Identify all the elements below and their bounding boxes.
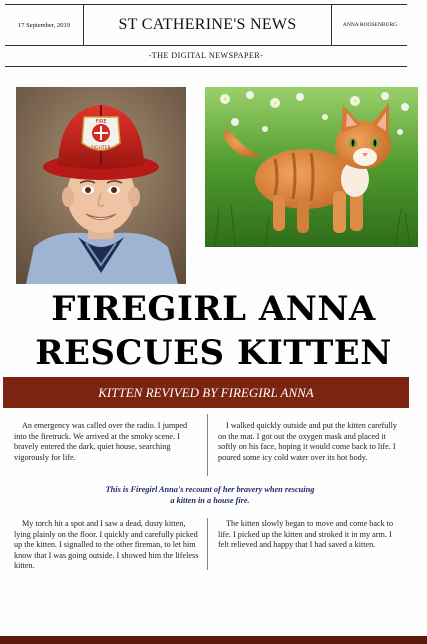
paragraph-1: An emergency was called over the radio. I jumped into the firetruck. We arrived at the smoky scene. I bravely entered the dark, quiet house, searching vigorously for life. [14,421,188,462]
column-right-top [218,421,404,463]
column-left-top [14,421,200,463]
issue-date: 17 September, 2019 [5,5,84,45]
column-right-bottom [218,519,404,551]
newspaper-subtitle: -THE DIGITAL NEWSPAPER- [5,44,407,67]
paragraph-2: My torch hit a spot and I saw a dead, dusty kitten, lying plainly on the floor. I quickly and carefully picked up the kitten. I signalled to the other fireman, to let him know that I was going outside. I showed him the lifeless kitten. [14,519,199,570]
footer-bar [0,636,427,644]
kitten-illustration [205,87,418,247]
column-divider-top [207,414,208,476]
kitten-photo [205,87,418,247]
helmet-text-bottom: FIGHTER [91,146,111,151]
headline-line-2: RESCUES KITTEN [35,333,392,373]
firegirl-illustration [16,87,186,284]
subheadline-banner: KITTEN REVIVED BY FIREGIRL ANNA [3,377,409,408]
paragraph-4: The kitten slowly began to move and come back to life. I picked up the kitten and stroked it in my arm. I felt relieved and happy that I had saved a kitten. [218,519,394,549]
firegirl-photo [16,87,186,284]
headline [0,287,427,375]
column-divider-bottom [207,518,208,570]
helmet-text-top: FIRE [95,119,107,125]
photo-caption: This is Firegirl Anna's recount of her bravery when rescuing a kitten in a house fire. [105,485,315,505]
newspaper-title: ST CATHERINE'S NEWS [118,16,297,33]
column-left-bottom [14,519,204,572]
headline-line-1: FIREGIRL ANNA [51,289,376,329]
author-name: ANNA ROOSENBURG [331,5,408,45]
masthead [5,4,407,46]
paragraph-3: I walked quickly outside and put the kitten carefully on the mat. I got out the oxygen mask and placed it softly on his face, hoping it would come back to life. I poured some icy cold water over its hot body. [218,421,397,462]
